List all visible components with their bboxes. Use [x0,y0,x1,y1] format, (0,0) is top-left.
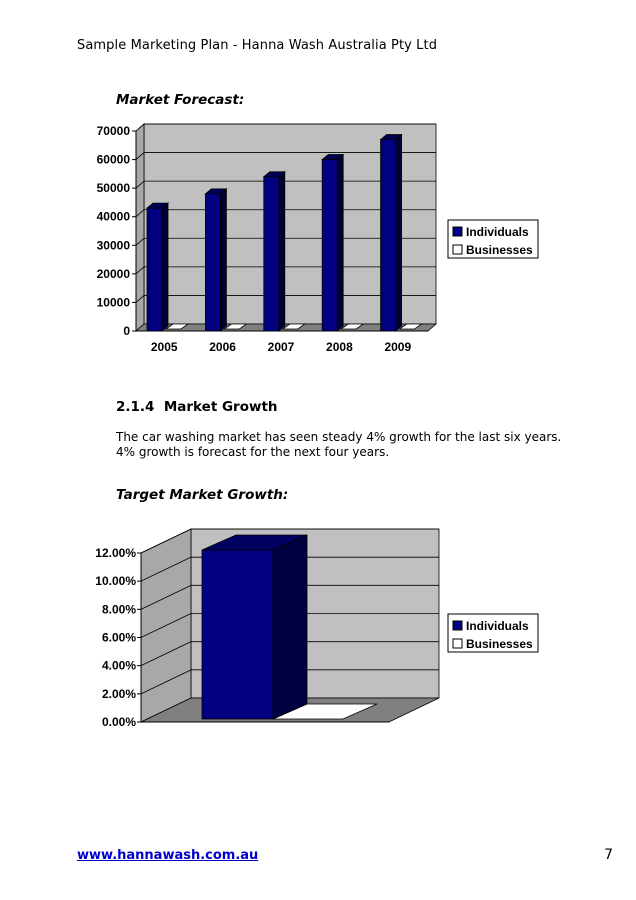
legend-label: Businesses [466,243,533,257]
legend-label: Businesses [466,637,533,651]
bar-individuals [202,550,273,719]
y-tick-label: 40000 [96,209,130,224]
y-tick-label: 30000 [96,238,130,253]
market-forecast-heading: Market Forecast: [116,92,245,108]
paragraph-line: 4% growth is forecast for the next four years. [116,445,390,459]
y-tick-label: 0 [123,324,130,338]
legend-label: Individuals [466,225,529,239]
legend-swatch [453,639,462,648]
y-tick-label: 10000 [96,295,130,310]
legend-label: Individuals [466,619,529,633]
y-tick-label: 4.00% [101,658,136,673]
section-title: Market Growth [163,399,278,415]
page-number: 7 [604,847,613,863]
target-market-growth-heading: Target Market Growth: [116,487,289,503]
y-tick-label: 12.00% [95,546,136,560]
section-number: 2.1.4 [116,399,155,415]
y-tick-label: 70000 [96,124,130,138]
page-header: Sample Marketing Plan - Hanna Wash Australia Pty Ltd [77,38,438,53]
x-tick-label: 2009 [384,340,412,354]
y-tick-label: 60000 [96,152,130,167]
y-tick-label: 0.00% [101,715,136,729]
y-tick-label: 10.00% [95,574,136,589]
legend-swatch [453,621,462,630]
y-tick-label: 2.00% [101,686,136,701]
y-tick-label: 8.00% [101,602,136,617]
x-tick-label: 2005 [150,340,178,354]
y-tick-label: 6.00% [101,630,136,645]
x-tick-label: 2006 [209,340,236,354]
x-tick-label: 2007 [267,340,295,354]
y-tick-label: 20000 [96,266,130,281]
footer-website-link[interactable]: www.hannawash.com.au [77,848,259,863]
x-tick-label: 2008 [326,340,353,354]
y-tick-label: 50000 [96,181,130,196]
paragraph-line: The car washing market has seen steady 4% growth for the last six years. [116,430,562,444]
bar-individuals-side [273,535,307,719]
